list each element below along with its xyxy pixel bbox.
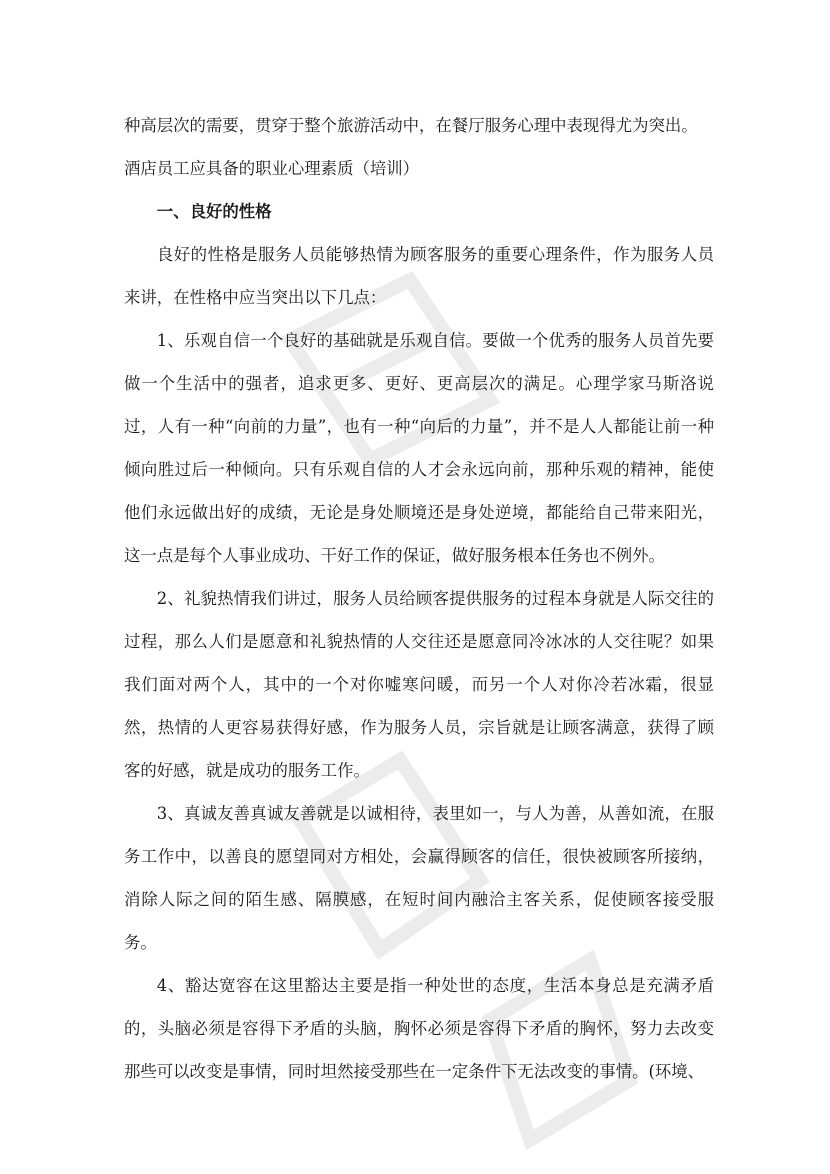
- document-page: [124, 104, 714, 1093]
- paragraph: 2、礼貌热情我们讲过，服务人员给顾客提供服务的过程本身就是人际交往的过程，那么人们是愿意和礼貌热情的人交往还是愿意同冷冰冰的人交往呢？如果我们面对两个人，其中的一个对你嘘寒问暖，而另一个人对你冷若冰霜，很显然，热情的人更容易获得好感，作为服务人员，宗旨就是让顾客满意，获得了顾客的好感，就是成功的服务工作。: [124, 589, 714, 780]
- paragraph: 1、乐观自信一个良好的基础就是乐观自信。要做一个优秀的服务人员首先要做一个生活中的强者，追求更多、更好、更高层次的满足。心理学家马斯洛说过，人有一种“向前的力量”，也有一种“向后的力量”，并不是人人都能让前一种倾向胜过后一种倾向。只有乐观自信的人才会永远向前，那种乐观的精神，能使他们永远做出好的成绩，无论是身处顺境还是身处逆境，都能给自己带来阳光，这一点是每个人事业成功、干好工作的保证，做好服务根本任务也不例外。: [124, 331, 714, 565]
- paragraph: 良好的性格是服务人员能够热情为顾客服务的重要心理条件，作为服务人员来讲，在性格中应当突出以下几点：: [124, 245, 714, 307]
- paragraph: 4、豁达宽容在这里豁达主要是指一种处世的态度，生活本身总是充满矛盾的，头脑必须是容得下矛盾的头脑，胸怀必须是容得下矛盾的胸怀，努力去改变那些可以改变是事情，同时坦然接受那些在一定条件下无法改变的事情。(环境、: [124, 976, 714, 1081]
- text-line: 种高层次的需要，贯穿于整个旅游活动中，在餐厅服务心理中表现得尤为突出。: [124, 116, 698, 135]
- paragraph: 3、真诚友善真诚友善就是以诚相待，表里如一，与人为善，从善如流，在服务工作中，以善良的愿望同对方相处，会赢得顾客的信任，很快被顾客所接纳，消除人际之间的陌生感、隔膜感，在短时间内融洽主客关系，促使顾客接受服务。: [124, 804, 714, 952]
- section-heading: 一、良好的性格: [156, 202, 272, 221]
- text-line: 酒店员工应具备的职业心理素质（培训）: [124, 159, 420, 178]
